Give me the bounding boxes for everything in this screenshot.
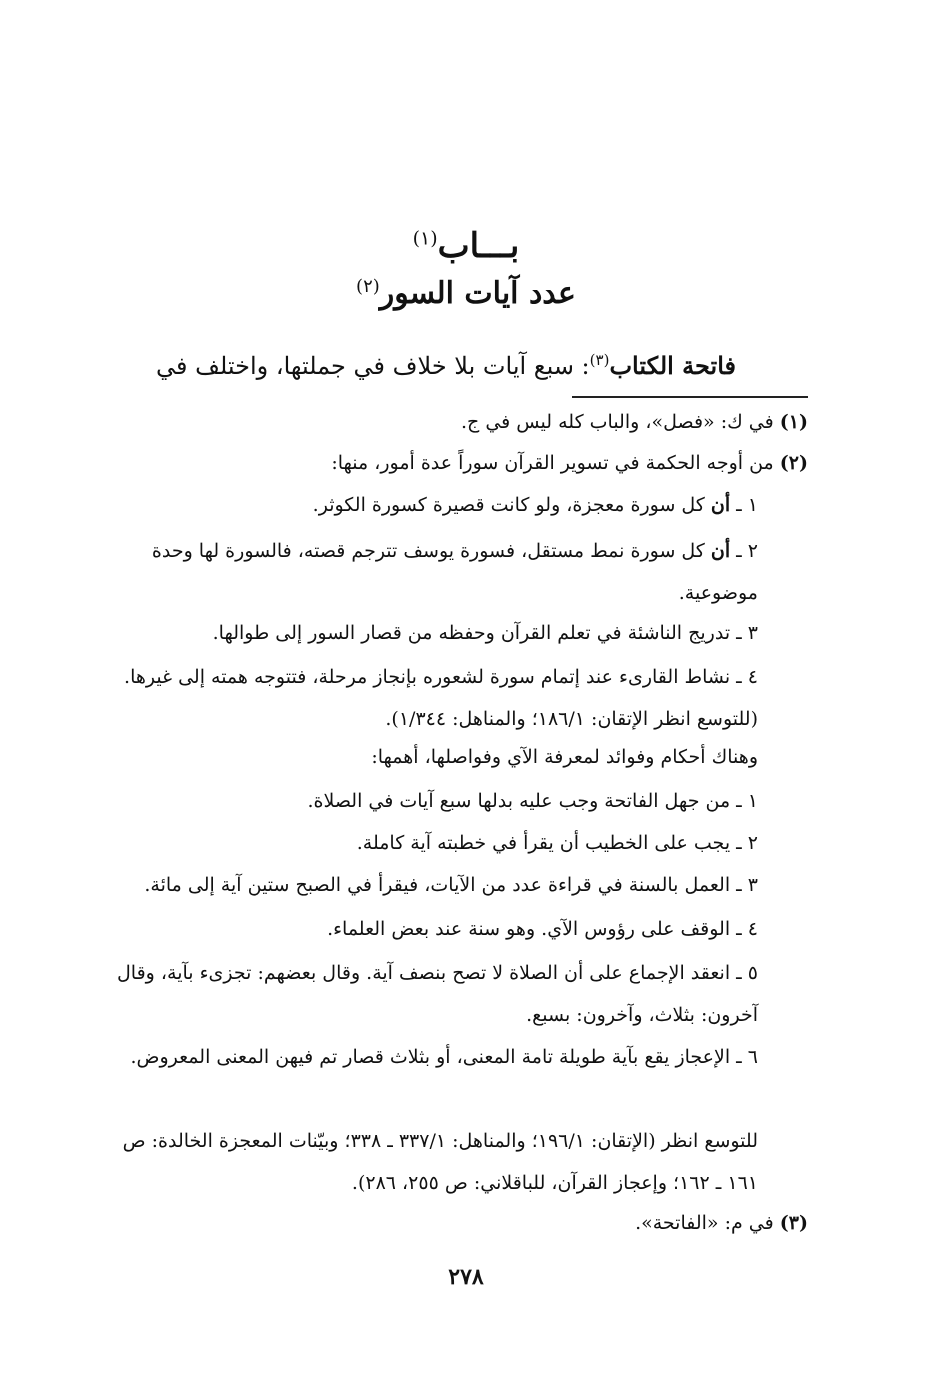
rulings-intro: وهناك أحكام وفوائد لمعرفة الآي وفواصلها، أهمها: xyxy=(371,746,758,768)
item-text: يجب على الخطيب أن يقرأ في خطبته آية كاملة. xyxy=(356,832,731,854)
item-text: نشاط القارىء عند إتمام سورة لشعوره بإنجاز مرحلة، فتتوجه همته إلى غيرها. (للتوسع انظر الإتقان: ١٨٦/١؛ والمناهل: ١/٣٤٤). xyxy=(124,666,758,730)
footnote-number: (٣) xyxy=(779,1212,808,1234)
item-number: ٦ ـ xyxy=(736,1046,758,1068)
further-reading: للتوسع انظر (الإتقان: ١٩٦/١؛ والمناهل: ٣٣٧/١ ـ ٣٣٨؛ وبيّنات المعجزة الخالدة: ص ١٦١ ـ ١٦٢؛ وإعجاز القرآن، للباقلاني: ص ٢٥٥، ٢٨٦). xyxy=(122,1130,758,1194)
footnote-text: في ك: «فصل»، والباب كله ليس في ج. xyxy=(461,411,774,433)
main-paragraph xyxy=(108,335,736,391)
list-item xyxy=(108,782,758,821)
item-text: كل سورة معجزة، ولو كانت قصيرة كسورة الكوثر. xyxy=(312,494,705,516)
chapter-title xyxy=(0,226,932,266)
main-body: : سبع آيات بلا خلاف في جملتها، واختلف في xyxy=(156,352,590,380)
item-number: ٤ ـ xyxy=(736,918,758,940)
list-item xyxy=(108,1036,758,1078)
list-item xyxy=(108,910,758,949)
footnote-text: في م: «الفاتحة». xyxy=(635,1212,774,1234)
item-lead: أن xyxy=(710,494,731,516)
item-text: الإعجاز يقع بآية طويلة تامة المعنى، أو بثلاث قصار تم فيهن المعنى المعروض. xyxy=(130,1046,731,1068)
item-lead: أن xyxy=(710,540,731,562)
item-text: الوقف على رؤوس الآي. وهو سنة عند بعض العلماء. xyxy=(327,918,731,940)
item-text: من جهل الفاتحة وجب عليه بدلها سبع آيات في الصلاة. xyxy=(307,790,731,812)
chapter-subtitle-text: عدد آيات السور xyxy=(379,276,576,311)
item-number: ٢ ـ xyxy=(736,832,758,854)
item-number: ١ ـ xyxy=(736,494,758,516)
footnote-ref-2: (٢) xyxy=(356,276,380,297)
footnote-separator xyxy=(572,396,808,398)
item-text: كل سورة نمط مستقل، فسورة يوسف تترجم قصته، فالسورة لها وحدة موضوعية. xyxy=(151,540,758,604)
footnote-number: (١) xyxy=(779,411,808,433)
item-number: ١ ـ xyxy=(736,790,758,812)
item-number: ٥ ـ xyxy=(736,962,758,984)
item-text: تدريج الناشئة في تعلم القرآن وحفظه من قصار السور إلى طوالها. xyxy=(212,622,731,644)
footnote-text: من أوجه الحكمة في تسوير القرآن سوراً عدة أمور، منها: xyxy=(331,452,774,474)
item-text: انعقد الإجماع على أن الصلاة لا تصح بنصف آية. وقال بعضهم: تجزىء بآية، وقال آخرون: بثلاث، وآخرون: بسبع. xyxy=(117,962,758,1026)
item-text: العمل بالسنة في قراءة عدد من الآيات، فيقرأ في الصبح ستين آية إلى مائة. xyxy=(144,874,731,896)
item-number: ٣ ـ xyxy=(736,622,758,644)
chapter-title-text: بـــاب xyxy=(437,226,520,266)
item-number: ٣ ـ xyxy=(736,874,758,896)
page-number: ٢٧٨ xyxy=(448,1264,484,1290)
list-item xyxy=(108,486,758,525)
footnote-3 xyxy=(108,1204,808,1243)
main-lead: فاتحة الكتاب xyxy=(609,351,736,380)
list-item xyxy=(108,866,758,905)
chapter-subtitle xyxy=(0,276,932,311)
item-number: ٤ ـ xyxy=(736,666,758,688)
list-item xyxy=(108,824,758,863)
footnote-ref-1: (١) xyxy=(412,227,438,250)
list-item xyxy=(108,952,758,1036)
footnote-number: (٢) xyxy=(779,452,808,474)
list-item xyxy=(108,530,758,614)
footnote-2 xyxy=(108,444,808,483)
footnote-ref-3: (٣) xyxy=(589,351,610,369)
footnote-1 xyxy=(108,403,808,442)
item-number: ٢ ـ xyxy=(736,540,758,562)
list-item xyxy=(108,614,758,653)
list-item xyxy=(108,656,758,740)
